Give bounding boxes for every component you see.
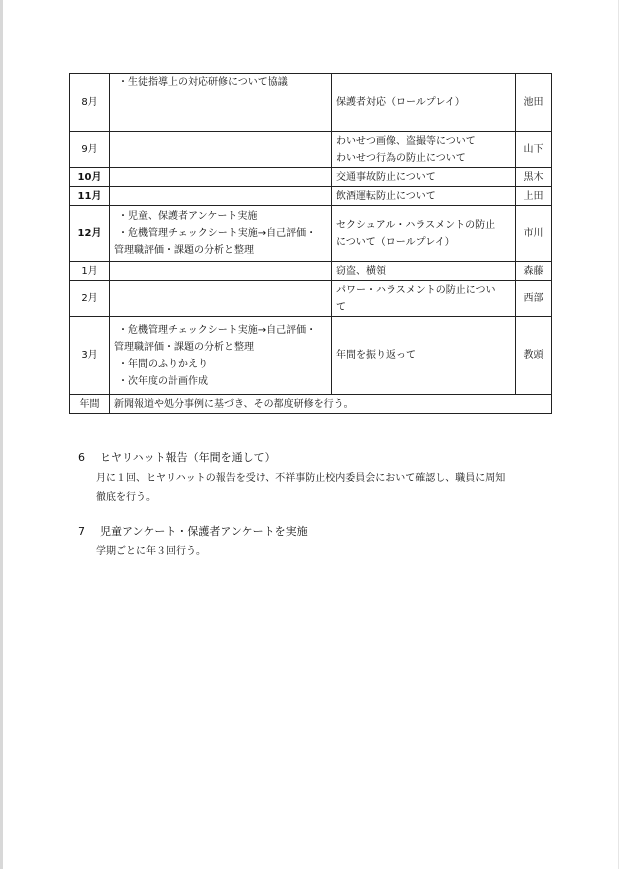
topic-line: 保護者対応（ロールプレイ） (336, 97, 465, 108)
activities-cell (110, 281, 332, 317)
activity-line: ・危機管理チェックシート実施→自己評価・ (118, 228, 317, 239)
yearly-text-cell: 新聞報道や処分事例に基づき、その都度研修を行う。 (110, 395, 552, 414)
leader-cell: 森藤 (516, 262, 552, 281)
section-7-heading (78, 523, 308, 541)
topic-line: 交通事故防止について (336, 171, 436, 183)
topic-cell (332, 281, 516, 317)
month-cell: 3月 (70, 317, 110, 395)
month-cell: 12月 (70, 206, 110, 262)
section-6-body (96, 469, 554, 507)
leader-cell: 西部 (516, 281, 552, 317)
topic-cell (332, 206, 516, 262)
section-7-body-line: 学期ごとに年３回行う。 (96, 546, 206, 557)
month-cell: 2月 (70, 281, 110, 317)
section-title: ヒヤリハット報告（年間を通して） (100, 451, 276, 464)
topic-line: て (336, 301, 346, 313)
topic-cell (332, 187, 516, 206)
activities-cell (110, 168, 332, 187)
activities-cell (110, 206, 332, 262)
topic-cell (332, 262, 516, 281)
leader-cell: 池田 (516, 74, 552, 132)
topic-line: わいせつ行為の防止について (336, 152, 466, 164)
leader-cell: 市川 (516, 206, 552, 262)
leader-cell: 教頭 (516, 317, 552, 395)
training-schedule-table (69, 73, 552, 414)
topic-line: 窃盗、横領 (336, 265, 386, 277)
section-7-body (96, 542, 554, 561)
activity-line: 管理職評価・課題の分析と整理 (114, 341, 254, 353)
topic-line: について（ロールプレイ） (336, 236, 455, 248)
section-number: 6 (78, 451, 85, 464)
section-6-heading (78, 449, 276, 467)
leader-cell: 山下 (516, 132, 552, 168)
section-6-body-line: 徹底を行う。 (96, 492, 156, 503)
table-row (70, 168, 552, 187)
activity-line: ・年間のふりかえり (118, 358, 208, 370)
activities-cell (110, 262, 332, 281)
table-row (70, 74, 552, 132)
activities-cell (110, 187, 332, 206)
activity-line: ・危機管理チェックシート実施→自己評価・ (118, 324, 317, 336)
topic-line: わいせつ画像、盗撮等について (336, 135, 476, 147)
table-row (70, 281, 552, 317)
section-6-body-line: 月に１回、ヒヤリハットの報告を受け、不祥事防止校内委員会において確認し、職員に周知 (96, 473, 506, 484)
topic-line: パワー・ハラスメントの防止につい (336, 284, 496, 296)
month-cell: 1月 (70, 262, 110, 281)
topic-line: セクシュアル・ハラスメントの防止 (336, 219, 496, 231)
table-row (70, 132, 552, 168)
table-row (70, 206, 552, 262)
leader-cell: 上田 (516, 187, 552, 206)
topic-cell (332, 168, 516, 187)
activity-line: ・生徒指導上の対応研修について協議 (118, 77, 288, 88)
topic-line: 年間を振り返って (336, 350, 416, 361)
activity-line: ・次年度の計画作成 (118, 375, 208, 387)
yearly-label-cell: 年間 (70, 395, 110, 414)
topic-cell (332, 317, 516, 395)
month-cell: 9月 (70, 132, 110, 168)
table-row (70, 187, 552, 206)
section-number: 7 (78, 525, 85, 538)
table-row (70, 317, 552, 395)
activity-line: ・児童、保護者アンケート実施 (118, 211, 258, 222)
table-row (70, 262, 552, 281)
activities-cell (110, 74, 332, 132)
topic-cell (332, 132, 516, 168)
topic-line: 飲酒運転防止について (336, 190, 436, 202)
activities-cell (110, 317, 332, 395)
section-title: 児童アンケート・保護者アンケートを実施 (100, 525, 308, 538)
activities-cell (110, 132, 332, 168)
page-left-edge (0, 0, 3, 869)
month-cell: 11月 (70, 187, 110, 206)
month-cell: 10月 (70, 168, 110, 187)
leader-cell: 黒木 (516, 168, 552, 187)
topic-cell (332, 74, 516, 132)
table-row-yearly (70, 395, 552, 414)
month-cell: 8月 (70, 74, 110, 132)
activity-line: 管理職評価・課題の分析と整理 (114, 245, 254, 256)
